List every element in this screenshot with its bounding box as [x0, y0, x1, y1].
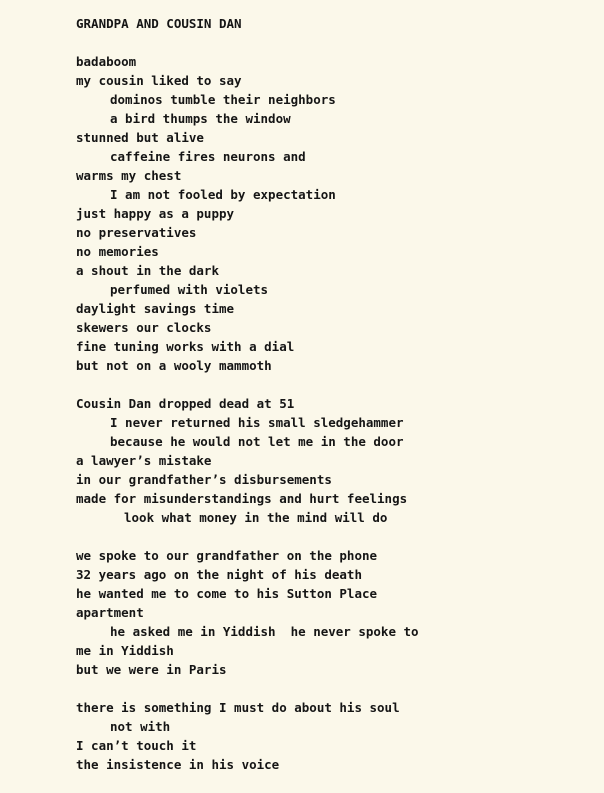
poem-body	[76, 52, 596, 774]
poem-line: stunned but alive	[76, 130, 204, 145]
poem-stanza	[76, 546, 596, 679]
poem-line: a bird thumps the window	[110, 111, 291, 126]
poem-stanza	[76, 698, 596, 774]
poem-line: not with	[110, 719, 171, 734]
poem-stanza	[76, 394, 596, 527]
poem-line: caffeine fires neurons and	[110, 149, 306, 164]
poem-line: I never returned his small sledgehammer	[110, 415, 404, 430]
poem-page	[76, 14, 596, 793]
poem-line: daylight savings time	[76, 301, 235, 316]
poem-line: we spoke to our grandfather on the phone	[76, 548, 378, 563]
poem-line: just happy as a puppy	[76, 206, 235, 221]
poem-line: me in Yiddish	[76, 643, 174, 658]
poem-line: because he would not let me in the door	[110, 434, 404, 449]
poem-line: fine tuning works with a dial	[76, 339, 295, 354]
poem-line: look what money in the mind will do	[124, 510, 388, 525]
poem-line: apartment	[76, 605, 144, 620]
poem-line: he wanted me to come to his Sutton Place	[76, 586, 378, 601]
poem-line: 32 years ago on the night of his death	[76, 567, 362, 582]
poem-line: a shout in the dark	[76, 263, 219, 278]
poem-line: dominos tumble their neighbors	[110, 92, 336, 107]
poem-line: but we were in Paris	[76, 662, 227, 677]
poem-line: warms my chest	[76, 168, 182, 183]
poem-line: my cousin liked to say	[76, 73, 242, 88]
poem-line: no preservatives	[76, 225, 197, 240]
poem-line: perfumed with violets	[110, 282, 269, 297]
poem-line: skewers our clocks	[76, 320, 212, 335]
poem-line: Cousin Dan dropped dead at 51	[76, 396, 295, 411]
poem-title: GRANDPA AND COUSIN DAN	[76, 16, 242, 31]
poem-line: no memories	[76, 244, 159, 259]
poem-line: badaboom	[76, 54, 137, 69]
poem-line: in our grandfather’s disbursements	[76, 472, 332, 487]
poem-line: I am not fooled by expectation	[110, 187, 336, 202]
poem-line: there is something I must do about his soul	[76, 700, 400, 715]
poem-line: he asked me in Yiddish he never spoke to	[110, 624, 419, 639]
poem-line: made for misunderstandings and hurt feelings	[76, 491, 408, 506]
poem-line: but not on a wooly mammoth	[76, 358, 272, 373]
poem-stanza	[76, 52, 596, 375]
poem-line: the insistence in his voice	[76, 757, 280, 772]
poem-line: I can’t touch it	[76, 738, 197, 753]
poem-line: a lawyer’s mistake	[76, 453, 212, 468]
